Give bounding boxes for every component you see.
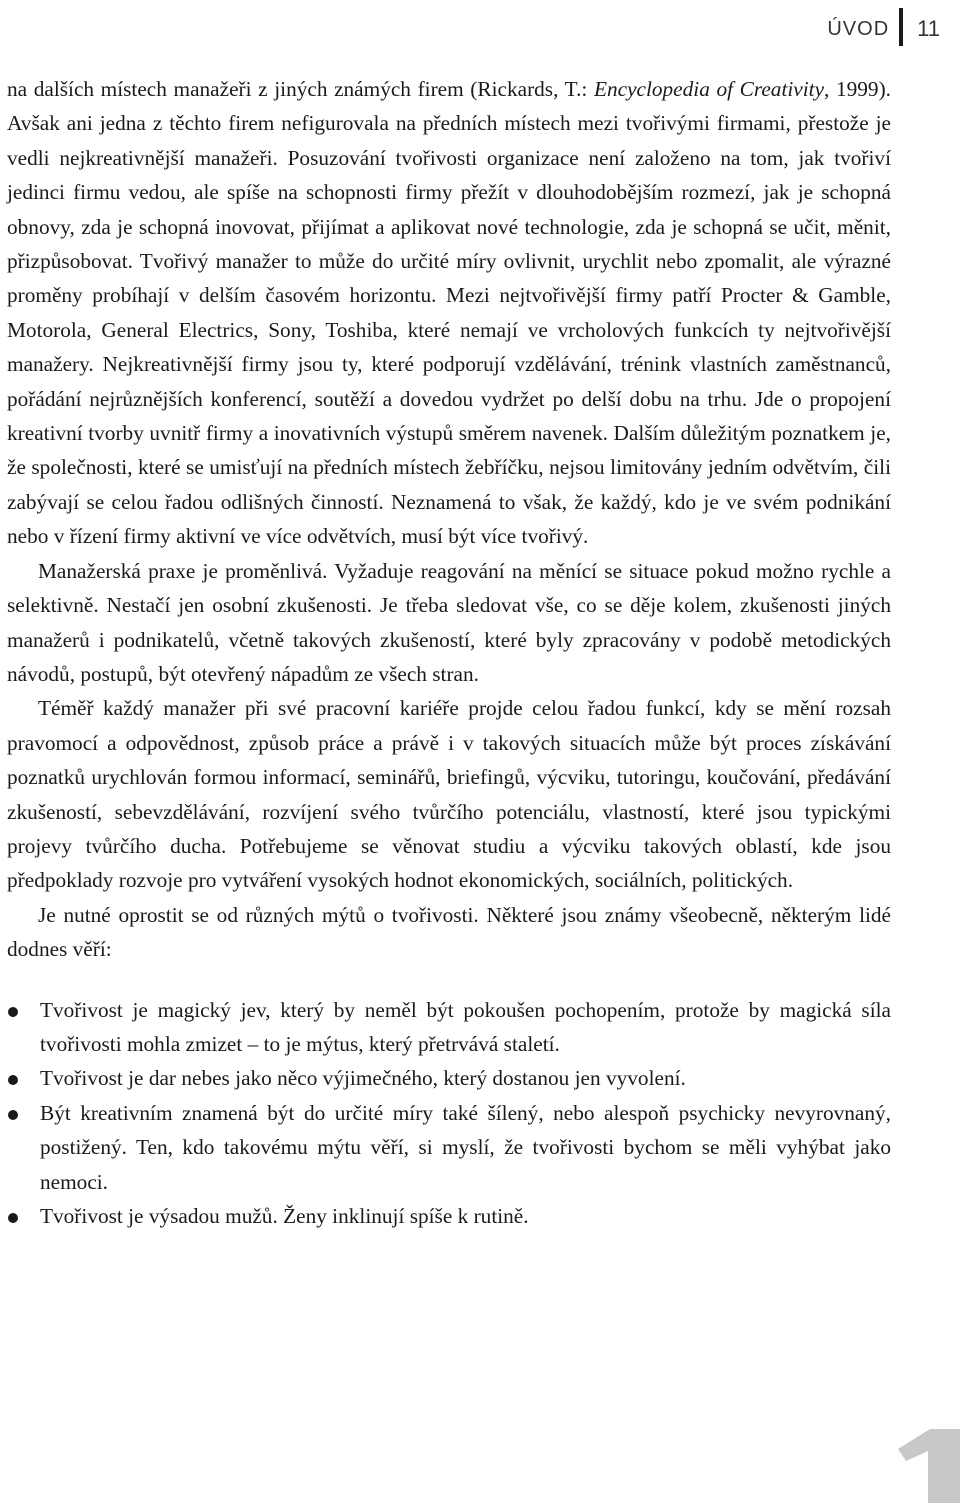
paragraph: Je nutné oprostit se od různých mýtů o tvořivosti. Některé jsou známy všeobecně, některým lidé dodnes věří:: [7, 902, 891, 962]
bullet-icon: [8, 1007, 18, 1017]
paragraph: Téměř každý manažer při své pracovní kariéře projde celou řadou funkcí, kdy se mění rozsah pravomocí a odpovědnost, způsob práce a právě i v takových situacích může být proces získávání poznatků urychlován formou informací, seminářů, briefingů, výcviku, tutoringu, koučování, předávání zkušeností, sebevzdělávání, rozvíjení svého tvůrčího potenciálu, vlastností, které jsou typickými projevy tvůrčího ducha. Potřebujeme se věnovat studiu a výcviku takových oblastí, kde jsou předpoklady rozvoje pro vytváření vysokých hodnot ekonomických, sociálních, politických.: [7, 696, 891, 893]
paragraph-text: , 1999). Avšak ani jedna z těchto firem nefigurovala na předních místech mezi tvořivými firmami, přestože je vedli nejkreativnější manažeři. Posuzování tvořivosti organizace není založeno na tom, jak tvořiví jedinci firmu vedou, ale spíše na schopnosti firmy přežít v dlouhodobějším rozmezí, jak je schopná obnovy, zda je schopná inovovat, přijímat a aplikovat nové technologie, zda je schopná se učit, měnit, přizpůsobovat. Tvořivý manažer to může do určité míry ovlivnit, urychlit nebo zpomalit, ale výrazné proměny probíhají v delším časovém horizontu. Mezi nejtvořivější firmy patří Procter & Gamble, Motorola, General Electrics, Sony, Toshiba, které nemají ve vrcholových funkcích ty nejtvořivější manažery. Nejkreativnější firmy jsou ty, které podporují vzdělávání, trénink vlastních zaměstnanců, pořádání nejrůznějších konferencí, soutěží a dovedou vydržet po delší dobu na trhu. Jde o propojení kreativní tvorby uvnitř firmy a inovativních výstupů směrem navenek. Dalším důležitým poznatkem je, že společnosti, které se umisťují na předních místech žebříčku, nejsou limitovány jedním odvětvím, čili zabývají se celou řadou odlišných činností. Neznamená to však, že každý, kdo je ve svém podnikání nebo v řízení firmy aktivní ve více odvětvích, musí být více tvořivý.: [7, 77, 891, 549]
list-item: [7, 1096, 891, 1199]
paragraph-text: na dalších místech manažeři z jiných známých firem (Rickards, T.:: [7, 77, 594, 101]
list-item-text: Tvořivost je dar nebes jako něco výjimečného, který dostanou jen vyvolení.: [40, 1066, 686, 1091]
running-head: [827, 14, 940, 44]
paragraph: Manažerská praxe je proměnlivá. Vyžaduje reagování na měnící se situace pokud možno rychle a selektivně. Nestačí jen osobní zkušenosti. Je třeba sledovat vše, co se děje kolem, zkušenosti jiných manažerů i podnikatelů, včetně takových zkušeností, které byly zpracovány v podobě metodických návodů, postupů, být otevřený nápadům ze všech stran.: [7, 558, 891, 686]
list-item: [7, 993, 891, 1062]
section-name: ÚVOD: [827, 17, 890, 40]
chapter-number-decoration: [890, 1425, 960, 1503]
citation-title: Encyclopedia of Creativity: [593, 77, 825, 101]
bullet-icon: [8, 1110, 18, 1120]
list-item-text: Tvořivost je magický jev, který by neměl být pokoušen pochopením, protože by magická síla tvořivosti mohla zmizet – to je mýtus, který přetrvává staletí.: [40, 997, 891, 1056]
myth-list: [7, 993, 891, 1234]
header-rule: [899, 8, 903, 46]
list-item-text: Být kreativním znamená být do určité míry také šílený, nebo alespoň psychicky nevyrovnaný, postižený. Ten, kdo takovému mýtu věří, si myslí, že tvořivosti bychom se měli vyhýbat jako nemoci.: [40, 1100, 891, 1194]
bullet-icon: [8, 1213, 18, 1223]
paragraph: [7, 72, 891, 554]
list-item-text: Tvořivost je výsadou mužů. Ženy inklinují spíše k rutině.: [40, 1204, 529, 1228]
list-item: [7, 1199, 891, 1233]
page-number: 11: [917, 16, 940, 41]
page-body: [7, 72, 891, 1233]
list-item: [7, 1061, 891, 1095]
bullet-icon: [8, 1075, 18, 1085]
